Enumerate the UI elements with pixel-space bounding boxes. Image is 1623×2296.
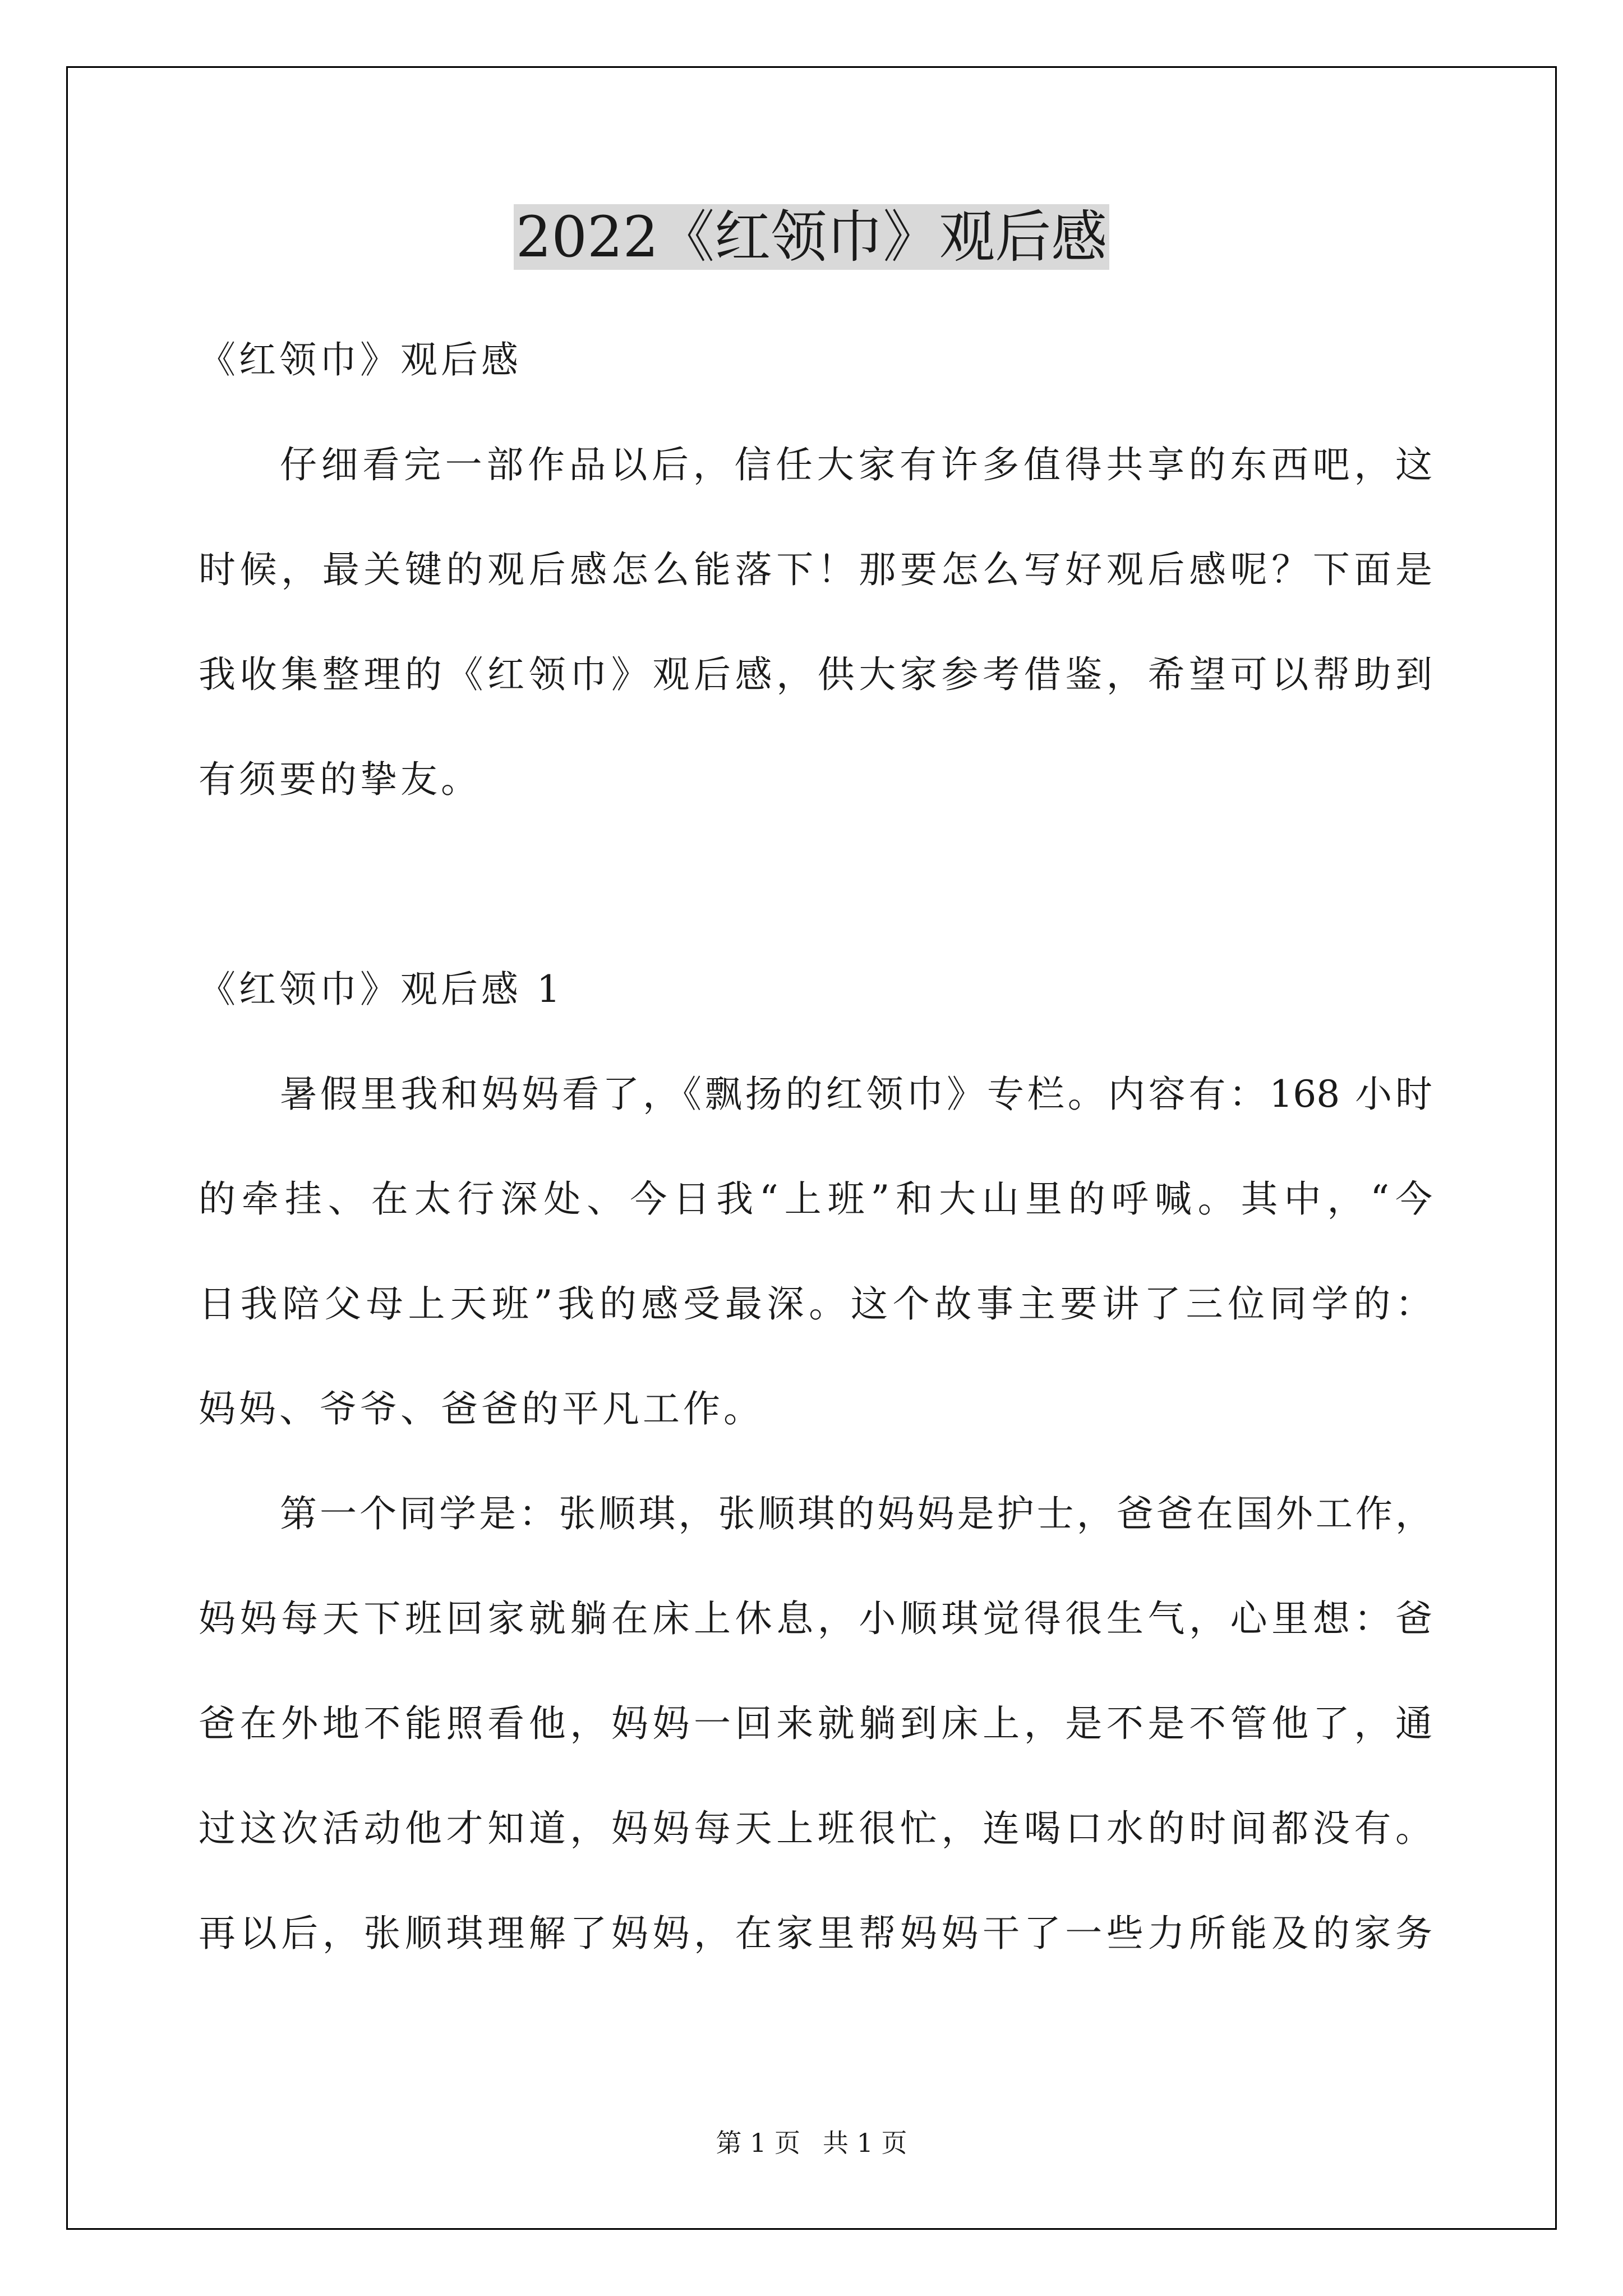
text-line: 妈妈每天下班回家就躺在床上休息，小顺琪觉得很生气，心里想：爸 [199,1597,1432,1640]
text-line: 我收集整理的《红领巾》观后感，供大家参考借鉴，希望可以帮助到 [199,653,1432,696]
text-line: 再以后，张顺琪理解了妈妈，在家里帮妈妈干了一些力所能及的家务 [199,1912,1432,1955]
text-line: 时候，最关键的观后感怎么能落下！那要怎么写好观后感呢？下面是 [199,548,1432,591]
paragraph-spacer [199,832,1432,937]
document-body [199,307,1432,1986]
text-line: 妈妈、爷爷、爸爸的平凡工作。 [199,1387,764,1430]
text-line: 《红领巾》观后感 1 [199,968,564,1011]
document-title-text: 2022《红领巾》观后感 [514,204,1110,270]
text-line: 爸在外地不能照看他，妈妈一回来就躺到床上，是不是不管他了，通 [199,1702,1432,1745]
document-title [0,201,1623,274]
text-line: 日我陪父母上天班”我的感受最深。这个故事主要讲了三位同学的： [199,1282,1432,1326]
text-line: 过这次活动他才知道，妈妈每天上班很忙，连喝口水的时间都没有。 [199,1807,1432,1850]
text-line: 《红领巾》观后感 [199,338,522,381]
page-footer [0,2126,1623,2160]
page-count: 共 1 页 [823,2128,907,2158]
text-line: 有须要的挚友。 [199,758,481,801]
text-line: 的牵挂、在太行深处、今日我“上班”和大山里的呼喊。其中，“今 [199,1177,1432,1221]
text-line: 仔细看完一部作品以后，信任大家有许多值得共享的东西吧，这 [280,443,1432,486]
text-line: 第一个同学是：张顺琪，张顺琪的妈妈是护士，爸爸在国外工作， [280,1492,1432,1535]
page-number: 第 1 页 [716,2128,800,2158]
text-line: 暑假里我和妈妈看了，《飘扬的红领巾》专栏。内容有：168 小时 [280,1073,1432,1116]
